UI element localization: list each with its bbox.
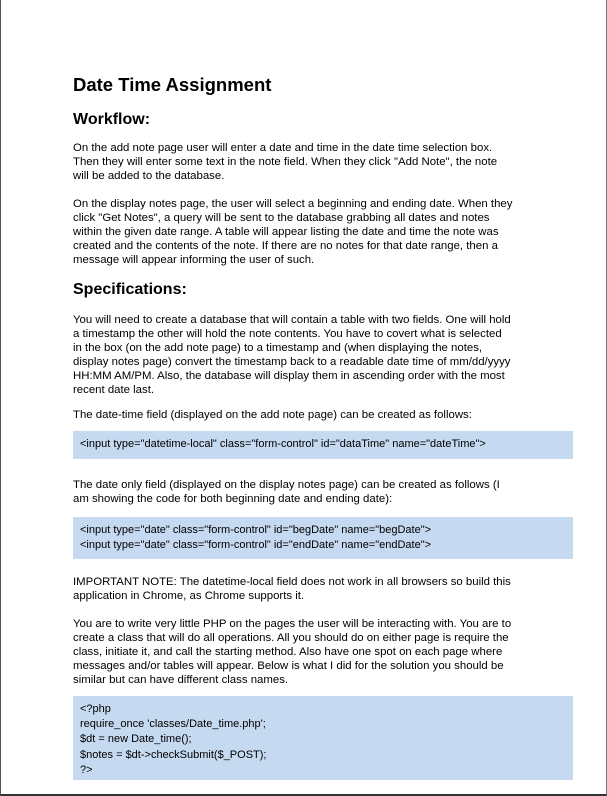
- spec-paragraph-2: The date-time field (displayed on the add note page) can be created as follows:: [73, 409, 472, 421]
- spec-paragraph-5: You are to write very little PHP on the pages the user will be interacting with. You are to create a class that will do all operations. All you should do on either page is require the class, initiate it, and call the starting method. Also have one spot on each page where messages and/or tables will appear. Below is what I did for the solution you should be similar but can have different class names.: [73, 618, 512, 686]
- specifications-heading: Specifications:: [73, 281, 187, 298]
- important-note: IMPORTANT NOTE: The datetime-local field does not work in all browsers so build this application in Chrome, as Chrome supports it.: [73, 576, 511, 602]
- workflow-heading: Workflow:: [73, 111, 151, 128]
- workflow-paragraph-2: On the display notes page, the user will select a beginning and ending date. When they click "Get Notes", a query will be sent to the database grabbing all dates and notes within the given date range. A table will appear listing the date and time the note was created and the contents of the note. If there are no notes for that date range, then a message will appear informing the user of such.: [73, 198, 513, 266]
- spec-paragraph-1: You will need to create a database that will contain a table with two fields. One will hold a timestamp the other will hold the note contents. You have to covert what is selected in the box (on the add note page) to a timestamp and (when displaying the notes, display notes page) convert the timestamp back to a readable date time of mm/dd/yyyy HH:MM AM/PM. Also, the database will display them in ascending order with the most recent date last.: [73, 314, 511, 396]
- code-block-datetime: <input type="datetime-local" class="form-control" id="dataTime" name="dateTime">: [73, 431, 573, 459]
- code-block-php: <?php require_once 'classes/Date_time.php'; $dt = new Date_time(); $notes = $dt->checkSubmit($_POST); ?>: [73, 696, 573, 780]
- workflow-paragraph-1: On the add note page user will enter a date and time in the date time selection box. Then they will enter some text in the note field. When they click "Add Note", the note will be added to the database.: [73, 142, 498, 182]
- document-title: Date Time Assignment: [73, 74, 272, 95]
- code-block-date: <input type="date" class="form-control" id="begDate" name="begDate"> <input type="date" class="form-control" id="endDate" name="endDate">: [73, 517, 573, 559]
- spec-paragraph-3: The date only field (displayed on the display notes page) can be created as follows (I am showing the code for both beginning date and ending date):: [73, 479, 500, 505]
